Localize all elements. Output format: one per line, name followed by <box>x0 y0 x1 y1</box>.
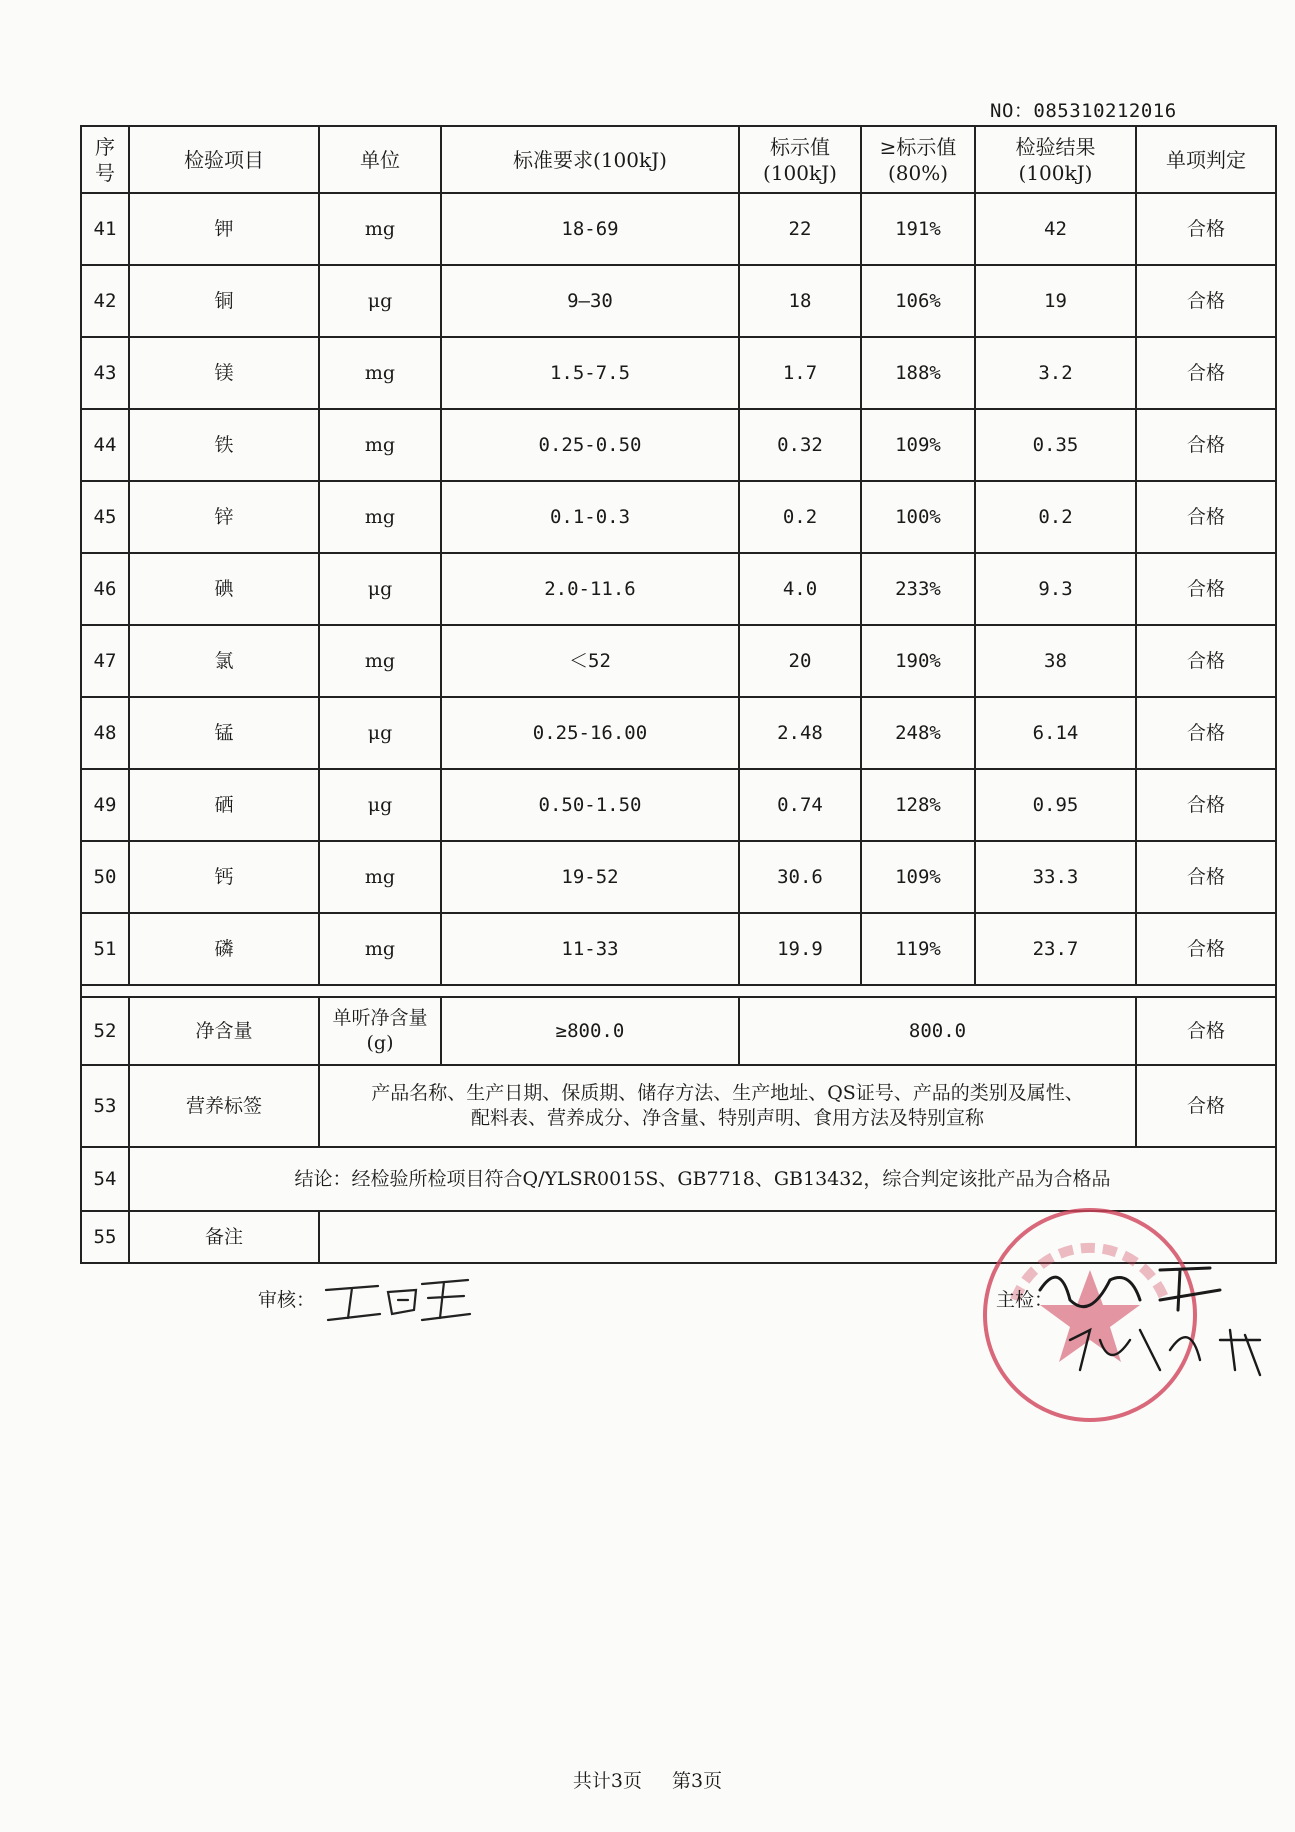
cell-result: 38 <box>975 625 1136 697</box>
cell-result: 9.3 <box>975 553 1136 625</box>
cell-labeled: 22 <box>739 193 861 265</box>
cell-seq: 48 <box>81 697 129 769</box>
cell-labeled: 19.9 <box>739 913 861 985</box>
cell-labeled: 18 <box>739 265 861 337</box>
label-seq: 53 <box>81 1065 129 1147</box>
cell-labeled: 2.48 <box>739 697 861 769</box>
cell-std: 0.1-0.3 <box>441 481 739 553</box>
cell-item: 铁 <box>129 409 319 481</box>
cell-result: 0.2 <box>975 481 1136 553</box>
cell-labeled: 0.2 <box>739 481 861 553</box>
table-row <box>81 265 1276 337</box>
cell-verdict: 合格 <box>1136 913 1276 985</box>
cell-unit: mg <box>319 841 441 913</box>
cell-seq: 43 <box>81 337 129 409</box>
cell-unit: μg <box>319 697 441 769</box>
cell-item: 钙 <box>129 841 319 913</box>
cell-verdict: 合格 <box>1136 337 1276 409</box>
cell-std: 0.25-16.00 <box>441 697 739 769</box>
cell-seq: 45 <box>81 481 129 553</box>
net-unit: 单听净含量 (g) <box>319 997 441 1065</box>
cell-std: 0.25-0.50 <box>441 409 739 481</box>
cell-pct: 188% <box>861 337 975 409</box>
cell-result: 6.14 <box>975 697 1136 769</box>
cell-verdict: 合格 <box>1136 841 1276 913</box>
cell-result: 0.95 <box>975 769 1136 841</box>
cell-unit: μg <box>319 265 441 337</box>
cell-pct: 100% <box>861 481 975 553</box>
label-item: 营养标签 <box>129 1065 319 1147</box>
cell-std: 2.0-11.6 <box>441 553 739 625</box>
cell-labeled: 1.7 <box>739 337 861 409</box>
conclusion-text: 结论：经检验所检项目符合Q/YLSR0015S、GB7718、GB13432，综合判定该批产品为合格品 <box>129 1147 1276 1211</box>
cell-pct: 106% <box>861 265 975 337</box>
cell-item: 碘 <box>129 553 319 625</box>
net-item: 净含量 <box>129 997 319 1065</box>
cell-std: 0.50-1.50 <box>441 769 739 841</box>
net-seq: 52 <box>81 997 129 1065</box>
cell-result: 19 <box>975 265 1136 337</box>
table-row <box>81 337 1276 409</box>
cell-std: 1.5-7.5 <box>441 337 739 409</box>
cell-seq: 50 <box>81 841 129 913</box>
net-content-row <box>81 997 1276 1065</box>
cell-std: ＜52 <box>441 625 739 697</box>
table-header-row <box>81 126 1276 193</box>
cell-labeled: 20 <box>739 625 861 697</box>
document-number: NO：085310212016 <box>990 100 1177 122</box>
cell-pct: 248% <box>861 697 975 769</box>
cell-seq: 44 <box>81 409 129 481</box>
cell-result: 23.7 <box>975 913 1136 985</box>
table-row <box>81 769 1276 841</box>
table-separator <box>81 985 1276 997</box>
cell-std: 9—30 <box>441 265 739 337</box>
cell-item: 氯 <box>129 625 319 697</box>
cell-labeled: 0.32 <box>739 409 861 481</box>
header-labeled: 标示值 (100kJ) <box>739 126 861 193</box>
cell-pct: 233% <box>861 553 975 625</box>
cell-seq: 51 <box>81 913 129 985</box>
cell-verdict: 合格 <box>1136 481 1276 553</box>
cell-labeled: 0.74 <box>739 769 861 841</box>
page-footer <box>0 1766 1295 1793</box>
cell-pct: 190% <box>861 625 975 697</box>
cell-item: 铜 <box>129 265 319 337</box>
cell-result: 42 <box>975 193 1136 265</box>
label-description: 产品名称、生产日期、保质期、储存方法、生产地址、QS证号、产品的类别及属性、 配料表、营养成分、净含量、特别声明、食用方法及特别宣称 <box>319 1065 1136 1147</box>
remark-item: 备注 <box>129 1211 319 1263</box>
cell-unit: mg <box>319 481 441 553</box>
cell-verdict: 合格 <box>1136 409 1276 481</box>
net-standard: ≥800.0 <box>441 997 739 1065</box>
cell-seq: 49 <box>81 769 129 841</box>
inspection-table <box>80 125 1277 1264</box>
net-value: 800.0 <box>739 997 1136 1065</box>
table-row <box>81 697 1276 769</box>
cell-item: 锰 <box>129 697 319 769</box>
table-row <box>81 481 1276 553</box>
cell-verdict: 合格 <box>1136 769 1276 841</box>
inspector-signature <box>1030 1260 1270 1390</box>
header-seq: 序号 <box>81 126 129 193</box>
cell-pct: 109% <box>861 409 975 481</box>
cell-pct: 128% <box>861 769 975 841</box>
review-signature <box>318 1270 478 1330</box>
current-page: 第3页 <box>672 1770 723 1792</box>
cell-verdict: 合格 <box>1136 625 1276 697</box>
table-row <box>81 841 1276 913</box>
header-verdict: 单项判定 <box>1136 126 1276 193</box>
cell-unit: mg <box>319 913 441 985</box>
cell-result: 3.2 <box>975 337 1136 409</box>
cell-pct: 109% <box>861 841 975 913</box>
header-percent: ≥标示值 (80%) <box>861 126 975 193</box>
cell-unit: μg <box>319 553 441 625</box>
header-standard: 标准要求(100kJ) <box>441 126 739 193</box>
table-row <box>81 553 1276 625</box>
cell-unit: mg <box>319 409 441 481</box>
cell-unit: mg <box>319 193 441 265</box>
net-verdict: 合格 <box>1136 997 1276 1065</box>
cell-pct: 191% <box>861 193 975 265</box>
nutrition-label-row <box>81 1065 1276 1147</box>
conclusion-seq: 54 <box>81 1147 129 1211</box>
cell-std: 19-52 <box>441 841 739 913</box>
total-pages: 共计3页 <box>572 1770 642 1792</box>
table-row <box>81 409 1276 481</box>
inspector-label: 主检： <box>996 1289 1054 1311</box>
cell-pct: 119% <box>861 913 975 985</box>
cell-verdict: 合格 <box>1136 697 1276 769</box>
cell-seq: 46 <box>81 553 129 625</box>
cell-std: 11-33 <box>441 913 739 985</box>
label-verdict: 合格 <box>1136 1065 1276 1147</box>
cell-verdict: 合格 <box>1136 193 1276 265</box>
cell-item: 锌 <box>129 481 319 553</box>
cell-item: 磷 <box>129 913 319 985</box>
table-row <box>81 913 1276 985</box>
cell-result: 33.3 <box>975 841 1136 913</box>
cell-item: 硒 <box>129 769 319 841</box>
header-result: 检验结果 (100kJ) <box>975 126 1136 193</box>
cell-labeled: 4.0 <box>739 553 861 625</box>
table-row <box>81 625 1276 697</box>
cell-verdict: 合格 <box>1136 553 1276 625</box>
cell-item: 镁 <box>129 337 319 409</box>
cell-unit: mg <box>319 337 441 409</box>
cell-unit: mg <box>319 625 441 697</box>
cell-std: 18-69 <box>441 193 739 265</box>
cell-seq: 41 <box>81 193 129 265</box>
cell-seq: 47 <box>81 625 129 697</box>
review-label: 审核： <box>258 1289 316 1311</box>
table-row <box>81 193 1276 265</box>
cell-seq: 42 <box>81 265 129 337</box>
cell-unit: μg <box>319 769 441 841</box>
remark-seq: 55 <box>81 1211 129 1263</box>
header-unit: 单位 <box>319 126 441 193</box>
cell-verdict: 合格 <box>1136 265 1276 337</box>
cell-result: 0.35 <box>975 409 1136 481</box>
cell-labeled: 30.6 <box>739 841 861 913</box>
header-item: 检验项目 <box>129 126 319 193</box>
cell-item: 钾 <box>129 193 319 265</box>
